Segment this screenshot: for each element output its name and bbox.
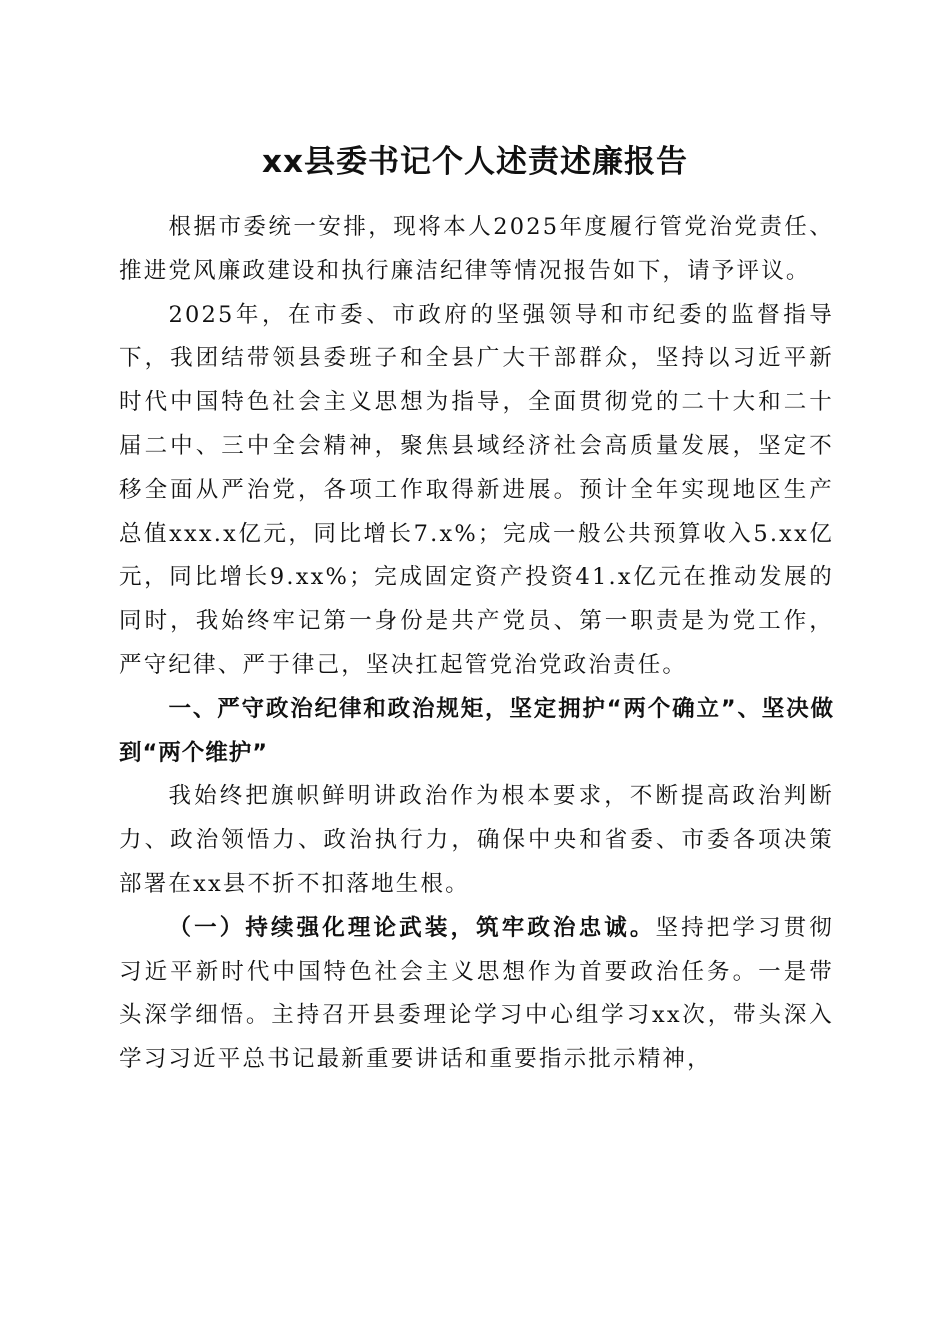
document-body	[119, 206, 834, 1082]
paragraph-overview: 2025年，在市委、市政府的坚强领导和市纪委的监督指导下，我团结带领县委班子和全县广大干部群众，坚持以习近平新时代中国特色社会主义思想为指导，全面贯彻党的二十大和二十届二中、三中全会精神，聚焦县域经济社会高质量发展，坚定不移全面从严治党，各项工作取得新进展。预计全年实现地区生产总值xxx.x亿元，同比增长7.x%；完成一般公共预算收入5.xx亿元，同比增长9.xx%；完成固定资产投资41.x亿元在推动发展的同时，我始终牢记第一身份是共产党员、第一职责是为党工作，严守纪律、严于律己，坚决扛起管党治党政治责任。	[119, 301, 834, 678]
section-heading-1: 一、严守政治纪律和政治规矩，坚定拥护“两个确立”、坚决做到“两个维护”	[119, 695, 834, 766]
subsection-heading-1: （一）持续强化理论武装，筑牢政治忠诚。	[168, 914, 656, 941]
paragraph-section-1: 我始终把旗帜鲜明讲政治作为根本要求，不断提高政治判断力、政治领悟力、政治执行力，确保中央和省委、市委各项决策部署在xx县不折不扣落地生根。	[119, 783, 834, 897]
document-title: xx县委书记个人述责述廉报告	[262, 144, 688, 180]
subsection-text-1: 坚持把学习贯彻习近平新时代中国特色社会主义思想作为首要政治任务。一是带头深学细悟。主持召开县委理论学习中心组学习xx次，带头深入学习习近平总书记最新重要讲话和重要指示批示精神，	[119, 914, 834, 1073]
paragraph-subsection-1	[119, 907, 834, 1082]
paragraph-intro: 根据市委统一安排，现将本人2025年度履行管党治党责任、推进党风廉政建设和执行廉洁纪律等情况报告如下，请予评议。	[119, 214, 834, 284]
